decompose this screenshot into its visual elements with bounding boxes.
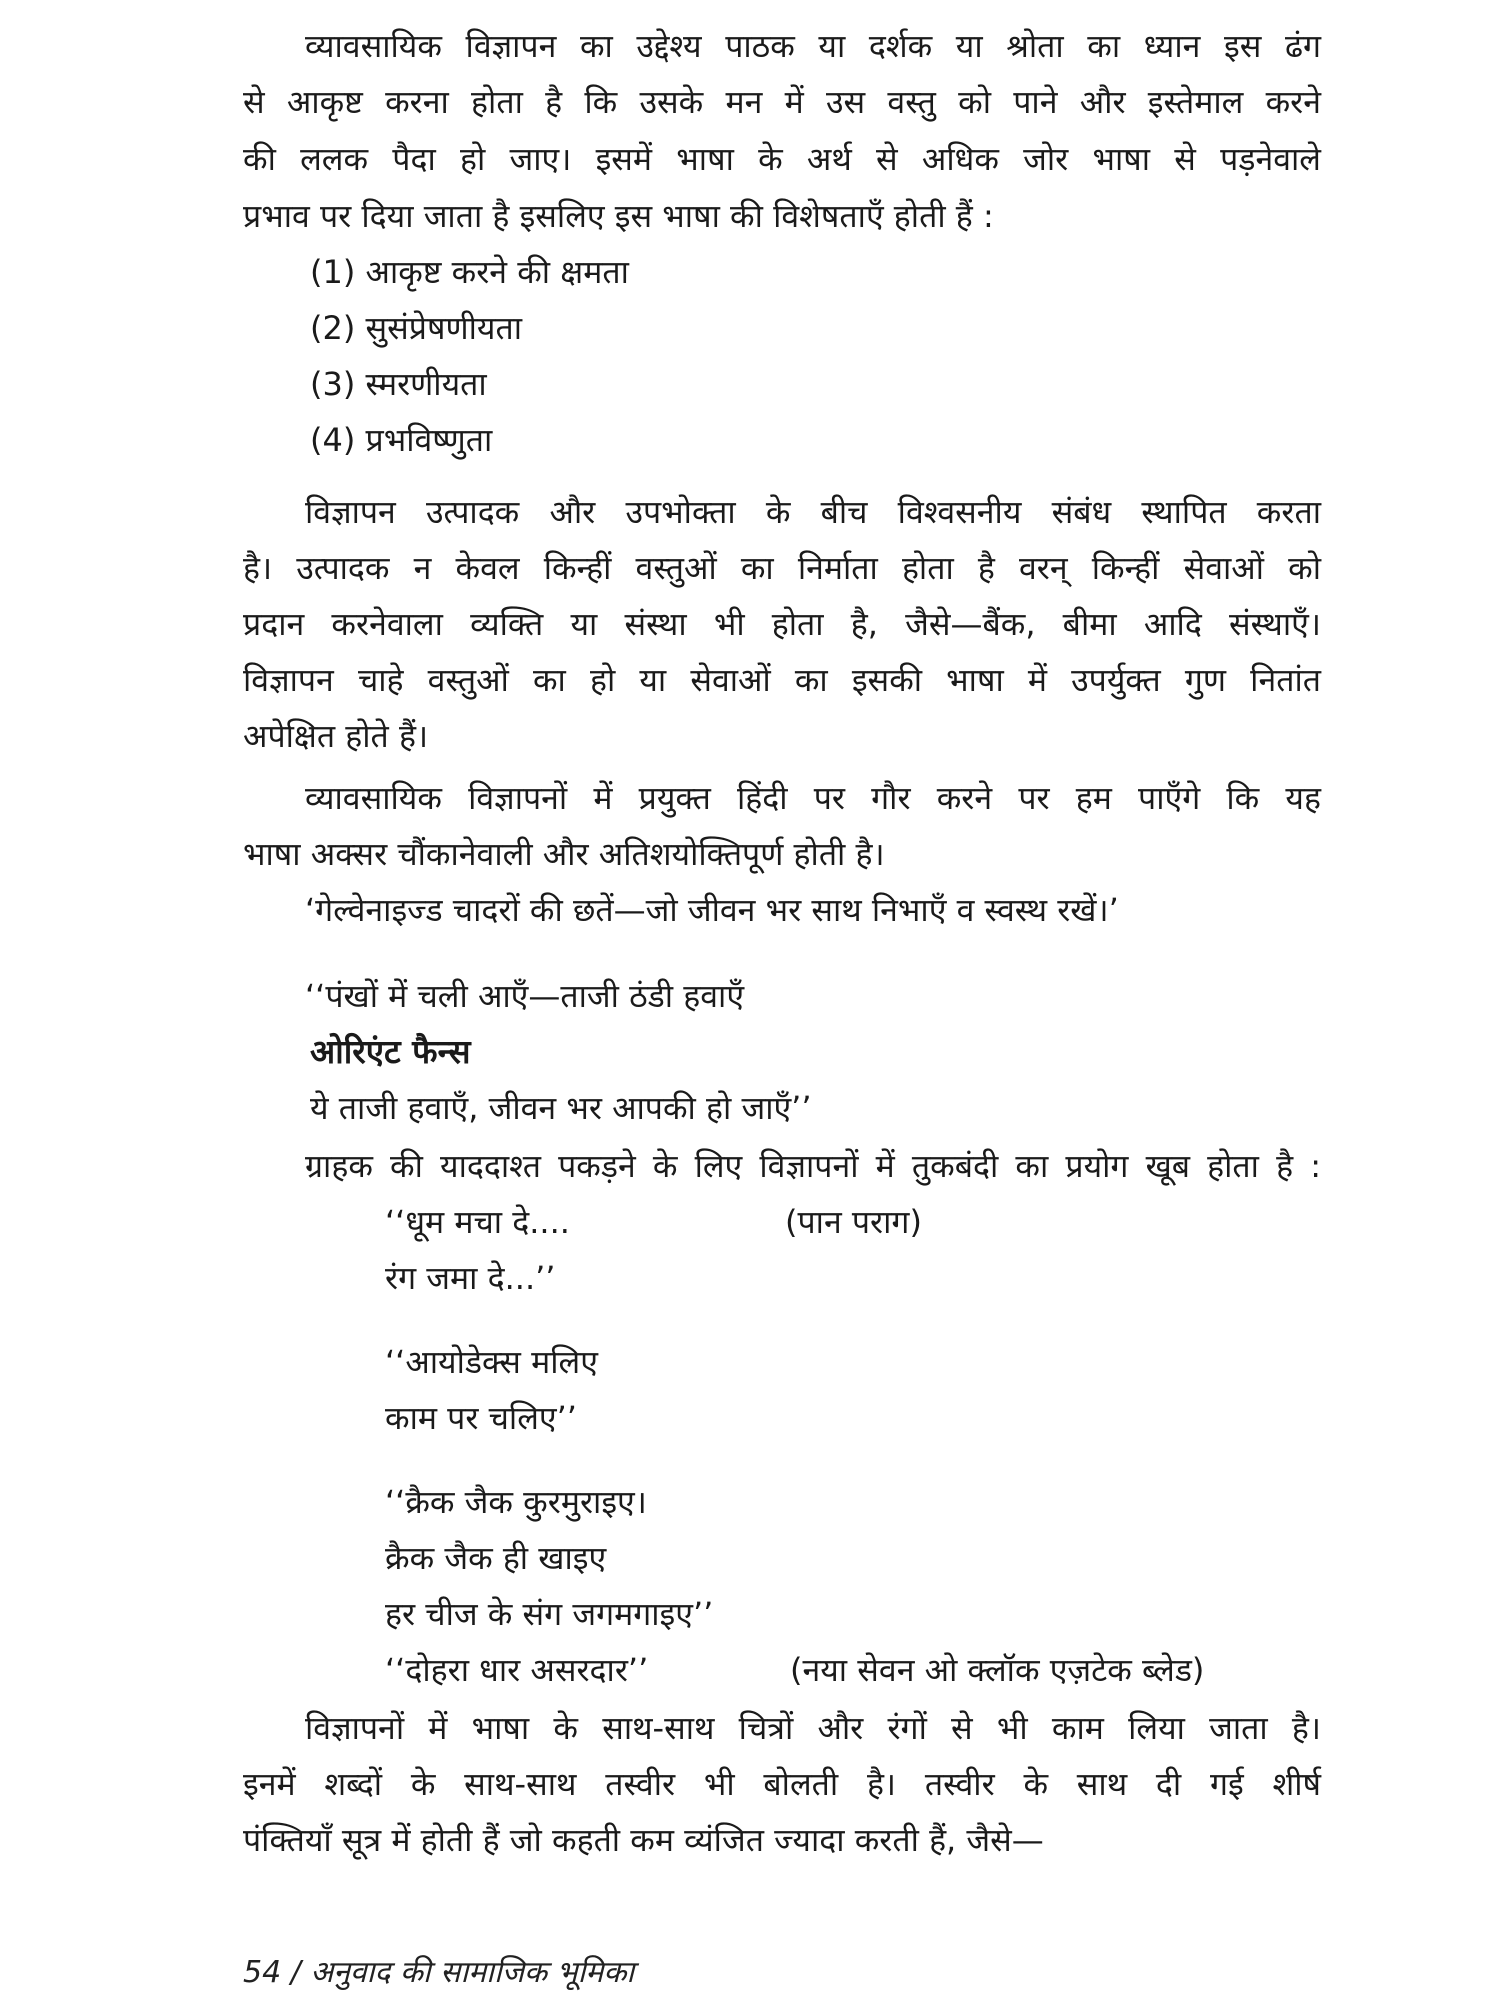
orient-slogan-line-1: ‘‘पंखों में चली आएँ—ताजी ठंडी हवाएँ	[305, 977, 745, 1015]
blade-brand: (नया सेवन ओ क्लॉक एज़टेक ब्लेड)	[790, 1651, 1205, 1689]
paragraph-1-line-4: प्रभाव पर दिया जाता है इसलिए इस भाषा की विशेषताएँ होती हैं :	[243, 197, 994, 235]
paragraph-3-line-1: व्यावसायिक विज्ञापनों में प्रयुक्त हिंदी पर गौर करने पर हम पाएँगे कि यह	[305, 779, 1321, 817]
pan-parag-brand: (पान पराग)	[785, 1203, 922, 1241]
quote-galvanised: ‘गेल्वेनाइज्ड चादरों की छतें—जो जीवन भर साथ निभाएँ व स्वस्थ रखें।’	[305, 891, 1119, 929]
paragraph-4-line-2: इनमें शब्दों के साथ-साथ तस्वीर भी बोलती है। तस्वीर के साथ दी गई शीर्ष	[243, 1765, 1321, 1803]
paragraph-1-line-3: की ललक पैदा हो जाए। इसमें भाषा के अर्थ से अधिक जोर भाषा से पड़नेवाले	[243, 140, 1321, 178]
paragraph-4-line-3: पंक्तियाँ सूत्र में होती हैं जो कहती कम व्यंजित ज्यादा करती हैं, जैसे—	[243, 1821, 1044, 1859]
pan-parag-line-1: ‘‘धूम मचा दे....	[385, 1203, 570, 1241]
paragraph-1-line-1: व्यावसायिक विज्ञापन का उद्देश्य पाठक या दर्शक या श्रोता का ध्यान इस ढंग	[305, 27, 1321, 65]
krackjack-line-2: क्रैक जैक ही खाइए	[385, 1539, 607, 1577]
page-footer: 54 / अनुवाद की सामाजिक भूमिका	[243, 1955, 635, 1990]
feature-item-1: (1) आकृष्ट करने की क्षमता	[310, 253, 629, 291]
paragraph-4-line-1: विज्ञापनों में भाषा के साथ-साथ चित्रों और रंगों से भी काम लिया जाता है।	[305, 1709, 1321, 1747]
feature-item-3: (3) स्मरणीयता	[310, 365, 487, 403]
paragraph-2-line-5: अपेक्षित होते हैं।	[243, 717, 429, 755]
paragraph-3-line-2: भाषा अक्सर चौंकानेवाली और अतिशयोक्तिपूर्ण होती है।	[243, 835, 885, 873]
paragraph-1-line-2: से आकृष्ट करना होता है कि उसके मन में उस वस्तु को पाने और इस्तेमाल करने	[243, 83, 1321, 121]
paragraph-2-line-3: प्रदान करनेवाला व्यक्ति या संस्था भी होता है, जैसे—बैंक, बीमा आदि संस्थाएँ।	[243, 605, 1321, 643]
iodex-line-2: काम पर चलिए’’	[385, 1399, 577, 1437]
paragraph-2-line-1: विज्ञापन उत्पादक और उपभोक्ता के बीच विश्वसनीय संबंध स्थापित करता	[305, 493, 1321, 531]
krackjack-line-3: हर चीज के संग जगमगाइए’’	[385, 1595, 714, 1633]
krackjack-line-1: ‘‘क्रैक जैक कुरमुराइए।	[385, 1483, 647, 1521]
feature-item-2: (2) सुसंप्रेषणीयता	[310, 309, 522, 347]
orient-slogan-line-2: ये ताजी हवाएँ, जीवन भर आपकी हो जाएँ’’	[310, 1089, 812, 1127]
iodex-line-1: ‘‘आयोडेक्स मलिए	[385, 1343, 598, 1381]
pan-parag-line-2: रंग जमा दे...’’	[385, 1259, 556, 1297]
paragraph-2-line-4: विज्ञापन चाहे वस्तुओं का हो या सेवाओं का इसकी भाषा में उपर्युक्त गुण नितांत	[243, 661, 1321, 699]
feature-item-4: (4) प्रभविष्णुता	[310, 421, 493, 459]
blade-slogan: ‘‘दोहरा धार असरदार’’	[385, 1651, 649, 1689]
rhyme-intro: ग्राहक की याददाश्त पकड़ने के लिए विज्ञापनों में तुकबंदी का प्रयोग खूब होता है :	[305, 1147, 1321, 1185]
orient-brand-heading: ओरिएंट फैन्स	[310, 1032, 471, 1071]
paragraph-2-line-2: है। उत्पादक न केवल किन्हीं वस्तुओं का निर्माता होता है वरन् किन्हीं सेवाओं को	[243, 549, 1321, 587]
